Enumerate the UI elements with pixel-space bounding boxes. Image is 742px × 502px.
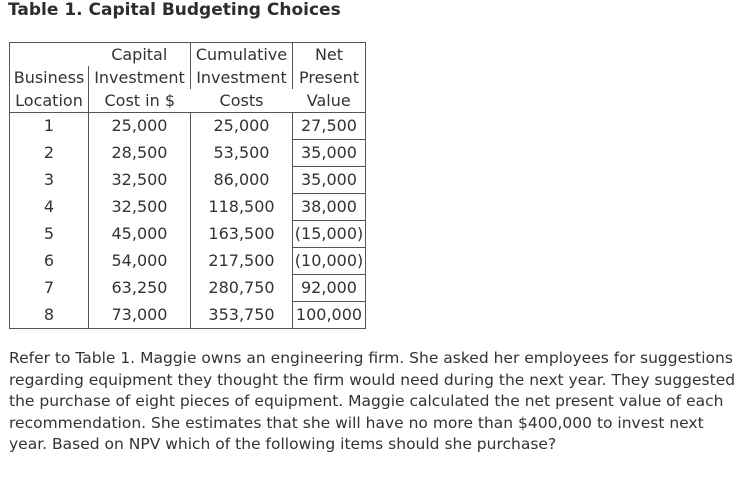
table-cell: 25,000: [89, 113, 191, 140]
table-cell: 35,000: [293, 167, 366, 194]
header-cell: Location: [10, 89, 89, 113]
header-cell: Investment: [191, 66, 293, 89]
header-row-1: [10, 43, 366, 67]
table-title: Table 1. Capital Budgeting Choices: [8, 0, 341, 20]
header-cell: Business: [10, 66, 89, 89]
table-cell: 2: [10, 140, 89, 167]
table-cell: 280,750: [191, 275, 293, 302]
table-cell: 4: [10, 194, 89, 221]
table-cell: 353,750: [191, 302, 293, 329]
table-cell: 5: [10, 221, 89, 248]
table-cell: 3: [10, 167, 89, 194]
table-row: [10, 275, 366, 302]
table-cell: 25,000: [191, 113, 293, 140]
header-cell: Value: [293, 89, 366, 113]
table-cell: 32,500: [89, 167, 191, 194]
table-cell: (10,000): [293, 248, 366, 275]
table-cell: 86,000: [191, 167, 293, 194]
header-cell: Costs: [191, 89, 293, 113]
table-row: [10, 248, 366, 275]
capital-budgeting-table: [9, 42, 366, 329]
table-cell: 8: [10, 302, 89, 329]
table-cell: 28,500: [89, 140, 191, 167]
table-row: [10, 194, 366, 221]
table-cell: 92,000: [293, 275, 366, 302]
header-row-2: [10, 66, 366, 89]
table-cell: 73,000: [89, 302, 191, 329]
table-row: [10, 113, 366, 140]
table-cell: 38,000: [293, 194, 366, 221]
table-cell: 53,500: [191, 140, 293, 167]
table-cell: 27,500: [293, 113, 366, 140]
table-cell: 45,000: [89, 221, 191, 248]
header-cell: Cost in $: [89, 89, 191, 113]
table-cell: 1: [10, 113, 89, 140]
table-cell: 32,500: [89, 194, 191, 221]
table-row: [10, 140, 366, 167]
table-row: [10, 302, 366, 329]
question-text: Refer to Table 1. Maggie owns an engineering firm. She asked her employees for suggestions regarding equipment they thought the firm would need during the next year. They suggested the purchase of eight pieces of equipment. Maggie calculated the net present value of each recommendation. She estimates that she will have no more than $400,000 to invest next year. Based on NPV which of the following items should she purchase?: [9, 349, 736, 453]
header-row-3: [10, 89, 366, 113]
table-cell: 7: [10, 275, 89, 302]
table-row: [10, 221, 366, 248]
header-cell: [10, 43, 89, 67]
header-cell: Capital: [89, 43, 191, 67]
header-cell: Cumulative: [191, 43, 293, 67]
table-cell: 54,000: [89, 248, 191, 275]
table-cell: 6: [10, 248, 89, 275]
table-cell: 35,000: [293, 140, 366, 167]
table-cell: 118,500: [191, 194, 293, 221]
table-cell: 63,250: [89, 275, 191, 302]
table-cell: 100,000: [293, 302, 366, 329]
header-cell: Investment: [89, 66, 191, 89]
table-row: [10, 167, 366, 194]
table-cell: 163,500: [191, 221, 293, 248]
table-cell: (15,000): [293, 221, 366, 248]
header-cell: Net: [293, 43, 366, 67]
header-cell: Present: [293, 66, 366, 89]
table-cell: 217,500: [191, 248, 293, 275]
